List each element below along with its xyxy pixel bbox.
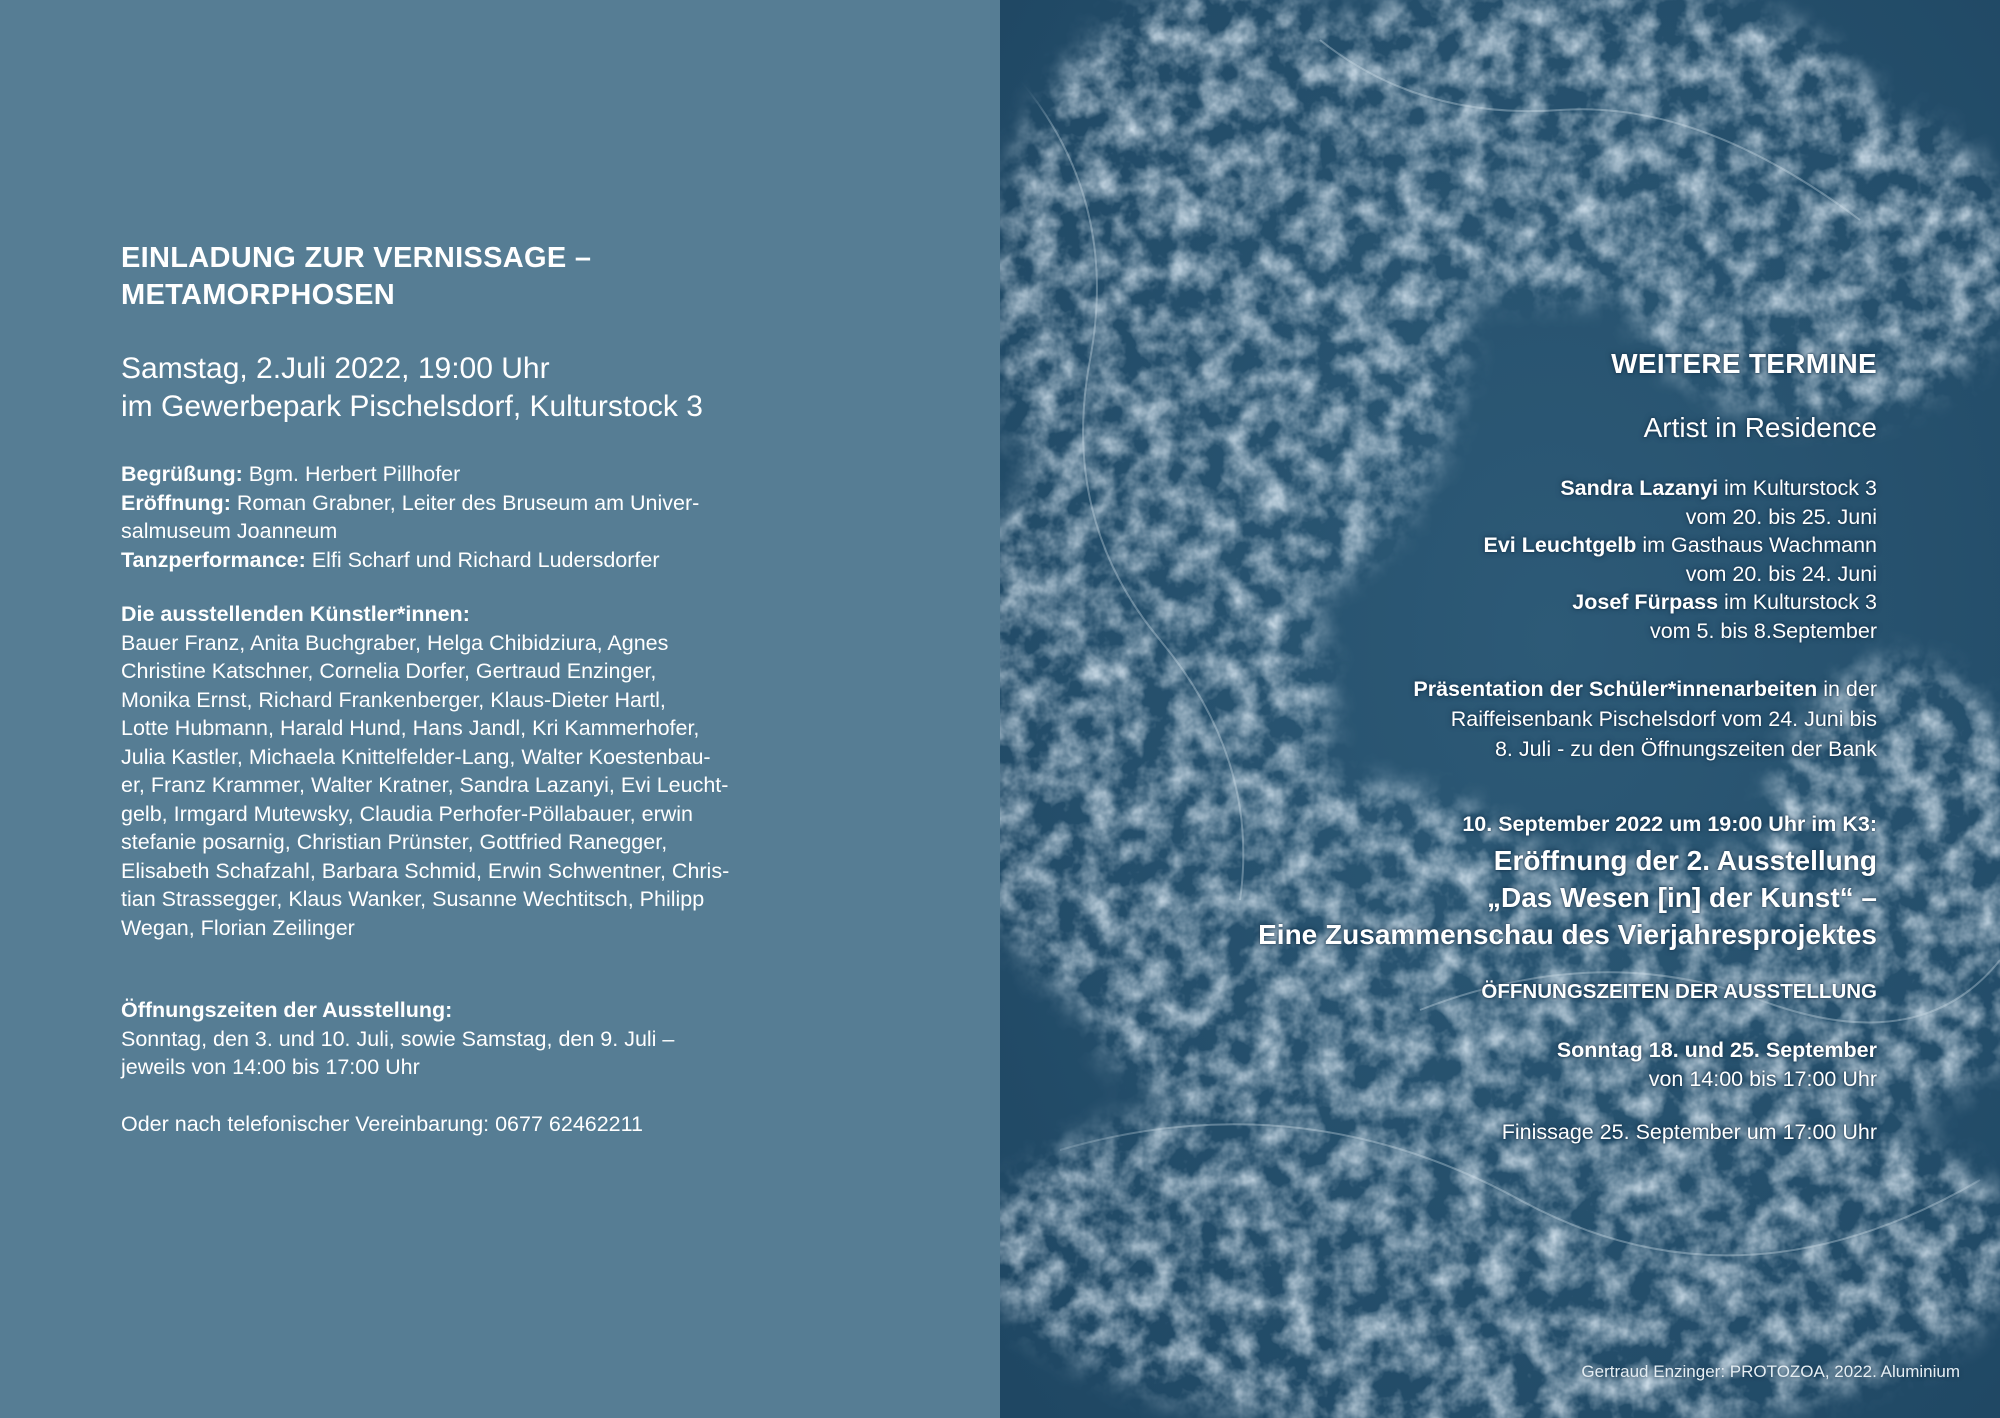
- student-heading: Präsentation der Schüler*innenarbeiten: [1413, 677, 1818, 701]
- role-label: Begrüßung:: [121, 462, 243, 486]
- hours-line: Sonntag, den 3. und 10. Juli, sowie Samstag, den 9. Juli –: [121, 1026, 675, 1051]
- second-exhibition-title: [1077, 842, 1877, 953]
- role-opening: [121, 489, 801, 518]
- hours-heading: [121, 996, 801, 1025]
- artists-line: gelb, Irmgard Mutewsky, Claudia Perhofer-Pöllabauer, erwin: [121, 801, 694, 826]
- residence-artist: Sandra Lazanyi: [1560, 476, 1719, 500]
- role-text: Roman Grabner, Leiter des Bruseum am Univer-: [230, 490, 700, 515]
- residence-item: [1177, 474, 1877, 503]
- event-date-location: [121, 350, 881, 426]
- role-dance: [121, 546, 801, 575]
- phone-appointment: Oder nach telefonischer Vereinbarung: 0677 62462211: [121, 1112, 643, 1136]
- right-page: [1000, 0, 2000, 1418]
- residence-artist: Evi Leuchtgelb: [1483, 533, 1637, 557]
- residence-dates: vom 5. bis 8.September: [1649, 618, 1877, 643]
- event-title-line: Eröffnung der 2. Ausstellung: [1493, 845, 1877, 876]
- residence-artist: Josef Fürpass: [1572, 590, 1719, 614]
- artists-line: Julia Kastler, Michaela Knittelfelder-Lang, Walter Koestenbau-: [121, 744, 711, 769]
- artists-line: Christine Katschner, Cornelia Dorfer, Gertraud Enzinger,: [121, 659, 657, 683]
- hours-heading-text: Öffnungszeiten der Ausstellung:: [121, 998, 453, 1022]
- role-label: Eröffnung:: [121, 490, 231, 515]
- student-text: in der: [1817, 677, 1877, 701]
- artists-line: stefanie posarnig, Christian Prünster, Gottfried Ranegger,: [121, 830, 668, 854]
- role-text: Elfi Scharf und Richard Ludersdorfer: [305, 547, 660, 572]
- student-works-presentation: [1177, 674, 1877, 764]
- residence-item: [1177, 531, 1877, 560]
- artists-line: Bauer Franz, Anita Buchgraber, Helga Chibidziura, Agnes: [121, 630, 669, 655]
- event-title-line: Eine Zusammenschau des Vierjahresprojektes: [1258, 919, 1877, 950]
- artists-section: [121, 600, 801, 942]
- role-text: Bgm. Herbert Pillhofer: [242, 462, 461, 486]
- photo-credit: Gertraud Enzinger: PROTOZOA, 2022. Aluminium: [1581, 1362, 1960, 1381]
- artists-line: tian Strassegger, Klaus Wanker, Susanne Wechtitsch, Philipp: [121, 887, 705, 911]
- artist-in-residence-heading: Artist in Residence: [1643, 412, 1877, 443]
- student-line: [1177, 674, 1877, 704]
- artists-line: er, Franz Krammer, Walter Kratner, Sandra Lazanyi, Evi Leucht-: [121, 773, 729, 797]
- role-label: Tanzperformance:: [121, 547, 306, 572]
- artists-line: Monika Ernst, Richard Frankenberger, Klaus-Dieter Hartl,: [121, 687, 666, 712]
- residence-item: [1177, 588, 1877, 617]
- location-line: im Gewerbepark Pischelsdorf, Kulturstock 3: [121, 390, 703, 423]
- role-opening-cont: salmuseum Joanneum: [121, 519, 338, 543]
- residence-place: im Gasthaus Wachmann: [1636, 533, 1877, 557]
- residence-place: im Kulturstock 3: [1718, 590, 1877, 614]
- exhibition-hours: [1177, 1036, 1877, 1093]
- artists-line: Wegan, Florian Zeilinger: [121, 915, 355, 940]
- student-line: 8. Juli - zu den Öffnungszeiten der Bank: [1494, 737, 1877, 761]
- residence-place: im Kulturstock 3: [1718, 476, 1877, 500]
- role-greeting: [121, 460, 801, 489]
- further-dates-heading: WEITERE TERMINE: [1611, 348, 1877, 379]
- hours-time: von 14:00 bis 17:00 Uhr: [1648, 1066, 1877, 1091]
- hours-days: [1177, 1036, 1877, 1065]
- title-line: METAMORPHOSEN: [121, 279, 396, 311]
- artists-heading: [121, 600, 801, 629]
- opening-hours-section: [121, 996, 801, 1082]
- hours-days-text: Sonntag 18. und 25. September: [1556, 1038, 1877, 1062]
- invitation-title: [121, 240, 881, 314]
- program-roles: [121, 460, 801, 574]
- hours-line: jeweils von 14:00 bis 17:00 Uhr: [121, 1055, 420, 1079]
- residence-dates: vom 20. bis 24. Juni: [1685, 561, 1877, 586]
- residence-list: [1177, 474, 1877, 645]
- event-title-line: „Das Wesen [in] der Kunst“ –: [1486, 882, 1877, 913]
- date-line: Samstag, 2.Juli 2022, 19:00 Uhr: [121, 352, 550, 385]
- residence-dates: vom 20. bis 25. Juni: [1685, 504, 1877, 529]
- title-line: EINLADUNG ZUR VERNISSAGE –: [121, 242, 592, 274]
- second-exhibition-date: 10. September 2022 um 19:00 Uhr im K3:: [1462, 812, 1877, 836]
- artists-heading-text: Die ausstellenden Künstler*innen:: [121, 602, 470, 626]
- artists-line: Lotte Hubmann, Harald Hund, Hans Jandl, Kri Kammerhofer,: [121, 716, 700, 740]
- student-line: Raiffeisenbank Pischelsdorf vom 24. Juni bis: [1450, 707, 1877, 731]
- exhibition-hours-heading: ÖFFNUNGSZEITEN DER AUSSTELLUNG: [1481, 980, 1877, 1003]
- artists-line: Elisabeth Schafzahl, Barbara Schmid, Erwin Schwentner, Chris-: [121, 858, 730, 883]
- finissage-info: Finissage 25. September um 17:00 Uhr: [1501, 1120, 1877, 1144]
